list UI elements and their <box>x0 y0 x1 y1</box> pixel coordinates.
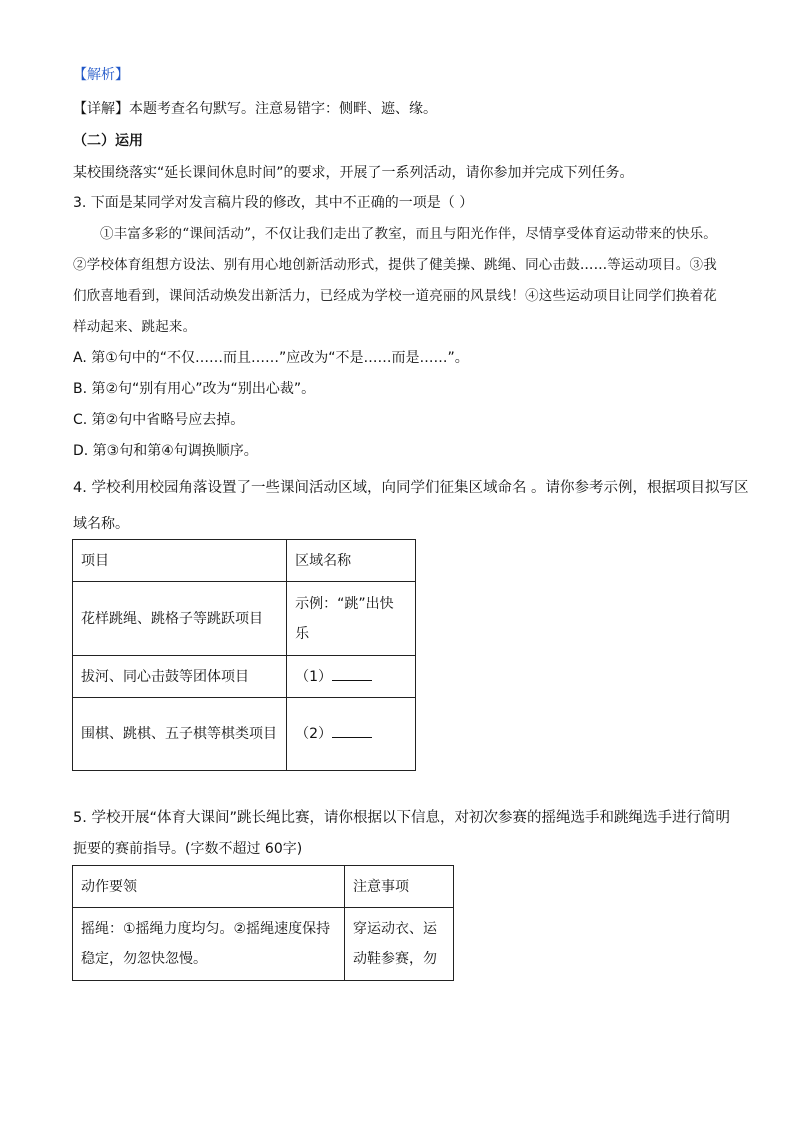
q4-stem-line2: 域名称。 <box>73 516 129 532</box>
section-heading: （二）运用 <box>73 133 143 149</box>
intro-text: 某校围绕落实“延长课间休息时间”的要求，开展了一系列活动，请你参加并完成下列任务。 <box>73 165 634 181</box>
answer-blank-2[interactable] <box>332 723 372 738</box>
q4-table <box>72 539 416 771</box>
analysis-label: 【解析】 <box>73 67 129 83</box>
table-cell: 示例：“跳”出快乐 <box>287 582 416 656</box>
table-header-cell: 项目 <box>73 540 287 582</box>
table-row <box>73 908 454 981</box>
q3-option-d: D. 第③句和第④句调换顺序。 <box>73 443 258 459</box>
q3-passage <box>73 219 723 343</box>
q3-option-a: A. 第①句中的“不仅……而且……”应改为“不是……而是……”。 <box>73 350 469 366</box>
table-row <box>73 582 416 656</box>
q4-stem-line1: 4. 学校利用校园角落设置了一些课间活动区域，向同学们征集区域命名 。请你参考示例，根据项目拟写区 <box>73 480 749 496</box>
answer-label-1: （1） <box>295 668 333 685</box>
table-cell: 摇绳：①摇绳力度均匀。②摇绳速度保持稳定，勿忽快忽慢。 <box>73 908 345 981</box>
q3-option-c: C. 第②句中省略号应去掉。 <box>73 412 245 428</box>
table-cell: 围棋、跳棋、五子棋等棋类项目 <box>73 698 287 771</box>
table-header-cell: 区域名称 <box>287 540 416 582</box>
q3-stem: 3. 下面是某同学对发言稿片段的修改，其中不正确的一项是（ ） <box>73 195 474 211</box>
q5-stem-line2: 扼要的赛前指导。(字数不超过 60字) <box>73 841 303 857</box>
q5-stem-line1: 5. 学校开展“体育大课间”跳长绳比赛，请你根据以下信息，对初次参赛的摇绳选手和跳绳选手进行简明 <box>73 810 730 826</box>
table-header-cell: 动作要领 <box>73 866 345 908</box>
answer-label-2: （2） <box>295 726 333 742</box>
answer-blank-1[interactable] <box>332 666 372 681</box>
detail-text: 【详解】本题考查名句默写。注意易错字：侧畔、遮、缘。 <box>73 101 437 117</box>
table-cell: 花样跳绳、跳格子等跳跃项目 <box>73 582 287 656</box>
table-header-cell: 注意事项 <box>345 866 454 908</box>
table-row <box>73 698 416 771</box>
q3-passage-text: ①丰富多彩的“课间活动”，不仅让我们走出了教室，而且与阳光作伴，尽情享受体育运动带来的快乐。②学校体育组想方设法、别有用心地创新活动形式，提供了健美操、跳绳、同心击鼓……等运动项目。③我们欣喜地看到，课间活动焕发出新活力，已经成为学校一道亮丽的风景线！④这些运动项目让同学们换着花样动起来、跳起来。 <box>73 226 718 335</box>
table-row <box>73 866 454 908</box>
table-cell <box>287 656 416 698</box>
table-row <box>73 656 416 698</box>
table-cell <box>287 698 416 771</box>
table-row <box>73 540 416 582</box>
table-cell: 拔河、同心击鼓等团体项目 <box>73 656 287 698</box>
q5-table <box>72 865 454 981</box>
table-cell: 穿运动衣、运动鞋参赛，勿 <box>345 908 454 981</box>
q3-option-b: B. 第②句“别有用心”改为“别出心裁”。 <box>73 381 316 397</box>
